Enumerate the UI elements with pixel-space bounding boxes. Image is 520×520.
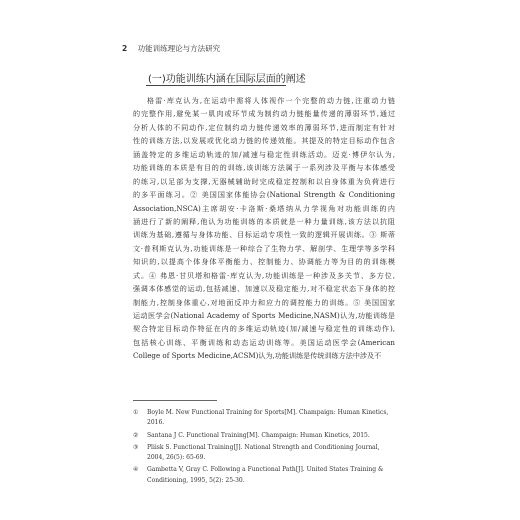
running-title: 功能训练理论与方法研究: [137, 44, 221, 53]
body-line: 功能训练的本质是有目的的训练,该训练方法属于一系列涉及平衡与本体感受: [133, 163, 395, 173]
body-line: 格雷·库克认为,在运动中需将人体视作一个完整的动力链,注重动力链: [147, 96, 395, 105]
heading-underline: [146, 85, 286, 86]
footnote: [133, 443, 395, 464]
body-line: 训练为基础,遵循与身体功能、目标运动专项性一致的逻辑开展训练。③ 斯蒂: [133, 230, 395, 240]
footnote-mark: ②: [133, 431, 139, 439]
body-line: 的多平面练习。② 美国国家体能协会(National Strength & Conditioning: [133, 190, 395, 200]
footnote-text: Gambetta V, Gray C. Following a Functional Path[J]. United States Training & Conditioning, 1995, 5(2): 25-30.: [147, 466, 384, 484]
section-heading: (一)功能训练内涵在国际层面的阐述: [148, 74, 306, 85]
footnote-text: Pliisk S. Functional Training[J]. National Strength and Conditioning Journal, 2004, 26(5): 65-69.: [147, 443, 380, 462]
body-line: 涵进行了新的阐释,他认为功能训练的本质就是一种力量训练,该方法以抗阻: [133, 216, 395, 226]
body-line: 分析人体的不同动作,定位制约动力链传递效率的薄弱环节,进而制定有针对: [133, 122, 395, 132]
running-header: [122, 43, 220, 54]
footnote-text: Santana J C. Functional Training[M]. Champaign: Human Kinetics, 2015.: [147, 431, 370, 439]
footnote-text: Boyle M. New Functional Training for Sports[M]. Champaign: Human Kinetics, 2016.: [147, 409, 389, 427]
body-line: Association,NSCA)主席胡安·卡洛斯·桑塔纳从力学视角对功能训练的内: [133, 203, 395, 213]
footnotes: [133, 408, 395, 486]
footnote-mark: ③: [133, 443, 139, 451]
body-line: 的完整作用,避免某一肌肉或环节成为制约动力链能量传递的薄弱环节,通过: [133, 109, 395, 119]
footnote: [133, 465, 395, 486]
body-line: 契合特定目标动作特征在内的多维运动轨迹(加/减速与稳定性的训练动作),: [133, 324, 395, 334]
footnote-mark: ①: [133, 409, 139, 416]
body-line: 运动医学会(National Academy of Sports Medicine,NASM)认为,功能训练是: [133, 311, 395, 320]
body-line: 包括核心训练、平衡训练和动态运动训练等。美国运动医学会(American: [133, 337, 395, 347]
footnote: [133, 408, 395, 429]
page-number: 2: [122, 44, 128, 53]
body-line: College of Sports Medicine,ACSM)认为,功能训练是传统训练方法中涉及不: [133, 351, 382, 361]
body-text: [133, 94, 395, 363]
body-line: 式。④ 弗恩·甘贝塔和格雷·库克认为,功能训练是一种涉及多关节、多方位,: [133, 270, 395, 280]
footnote-mark: ④: [133, 466, 139, 474]
footnote-rule: [133, 400, 217, 401]
footnote: [133, 431, 395, 441]
body-line: 强调本体感觉的运动,包括减速、加速以及稳定能力,对不稳定状态下身体的控: [133, 284, 395, 294]
body-line: 的练习,以足部为支撑,无器械辅助时完成稳定控制和以自身体重为负荷进行: [133, 176, 395, 186]
body-line: 知识的,以提高个体身体平衡能力、控制能力、协调能力等为目的的训练模: [133, 257, 395, 267]
body-line: 制能力,控制身体重心,对地面反冲力和应力的调控能力的训练。⑤ 美国国家: [133, 297, 395, 307]
body-line: 性的训练方法,以发展或优化动力链的传递效能。其提及的特定目标动作包含: [133, 136, 395, 146]
body-line: 涵盖特定的多维运动轨迹的加/减速与稳定性训练活动。迈克·博伊尔认为,: [133, 149, 395, 159]
body-line: 文·普利斯克认为,功能训练是一种综合了生物力学、解剖学、生理学等多学科: [133, 243, 395, 253]
